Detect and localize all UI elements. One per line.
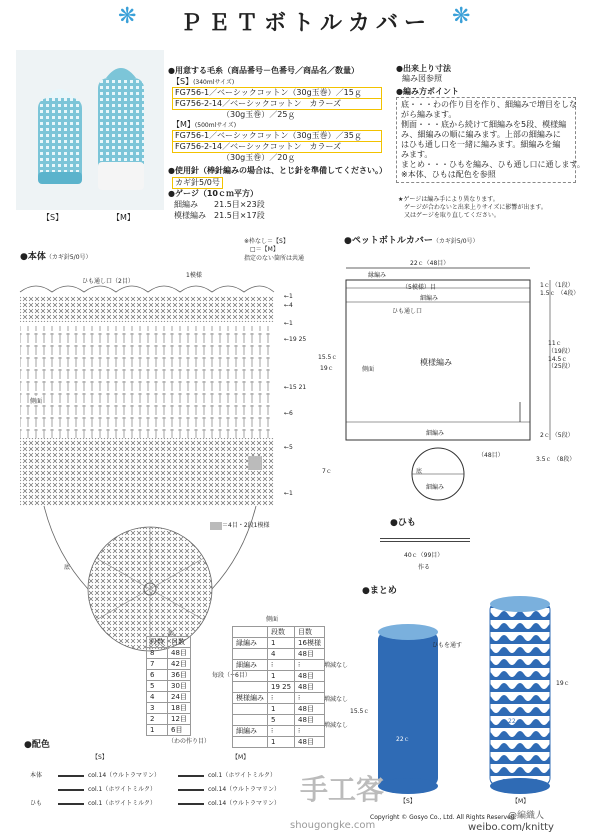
sc-bottom-label: 細編み: [426, 430, 445, 437]
flake-icon-left: ❋: [118, 4, 137, 29]
thread-label: ひもを通す: [432, 642, 463, 649]
size-text: 編み図参照: [402, 74, 442, 83]
watermark-logo: 手工客: [300, 773, 385, 806]
cord-diagram: [380, 538, 470, 542]
photo-label-s: 【S】: [42, 213, 64, 222]
yarn-m-line: FG756-1／ベーシックコットン（30g玉巻）／35ｇ: [172, 130, 382, 142]
point-line: 側面・・・底から続けて細編みを5段、模様編: [401, 120, 567, 129]
bottle-cover-photo: [16, 50, 164, 210]
yarn-m-line: （30g玉巻）／20ｇ: [222, 153, 296, 162]
matome-illustration: [372, 596, 572, 796]
size-title: ●出来上り寸法: [396, 64, 451, 73]
matome-right-dim: 19ｃ: [556, 680, 570, 687]
color-row: col.1（ホワイトミルク）: [58, 798, 156, 807]
gauge-notes: ★ゲージは編み手により異なります。 ゲージが合わないと出来上りサイズに影響が出ます。 又はゲージを取り直してください。: [398, 196, 547, 219]
matome-s-center: 22ｃ: [396, 736, 410, 743]
left-dim: 19ｃ: [320, 365, 334, 372]
color-row: col.14（ウルトラマリン）: [178, 784, 280, 793]
bottom-table-note: （わの作り目）: [168, 738, 211, 745]
right-dims-top: 1ｃ （1段） 1.5ｃ （4段）: [540, 282, 580, 297]
yarn-s-line: FG756-1／ベーシックコットン（30g玉巻）／15ｇ: [172, 87, 382, 99]
tab-label: （5模様）目: [402, 284, 436, 291]
right-dims-base: 3.5ｃ （8段）: [536, 456, 576, 463]
base-count: （48目）: [478, 452, 504, 459]
right-dims-mid: 11ｃ （19段） 14.5ｃ （25段）: [548, 340, 574, 371]
gauge-title: ●ゲージ（10ｃｍ平方）: [168, 189, 258, 198]
bottom-dim: 7ｃ: [322, 468, 332, 475]
gauge-line: 模様編み 21.5目×17段: [174, 211, 265, 220]
yarn-m-head: 【M】(500mlサイズ): [172, 120, 237, 129]
color-row: col.14（ウルトラマリン）: [58, 770, 160, 779]
pet-diagram: [340, 262, 590, 502]
row-mark: ←1: [284, 293, 293, 300]
yarn-s-line: （30g玉巻）／25ｇ: [222, 110, 296, 119]
colors-cord-label: ひも: [30, 800, 43, 807]
yarn-s-box: [172, 87, 382, 120]
matome-s-label: 【S】: [400, 798, 416, 805]
right-dims-low: 2ｃ （5段）: [540, 432, 574, 439]
cord-hole-label: ひも通し口（2目）: [82, 278, 134, 285]
yarn-m-box: [172, 130, 382, 163]
legend-note: ※枠なし＝【S】 □＝【M】 指定のない箇所は共通: [244, 238, 305, 262]
pattern-label: 模様編み: [420, 358, 452, 367]
edge-label: 縁編み: [368, 272, 387, 279]
page-title: ＰＥＴボトルカバー: [180, 11, 433, 36]
bottom-label: 底: [64, 564, 71, 571]
flake-icon-right: ❋: [452, 4, 471, 29]
row-mark: ←1: [284, 320, 293, 327]
base-label: 底: [416, 468, 423, 475]
row-mark: ←1: [284, 490, 293, 497]
side-note: 増減なし: [324, 662, 349, 669]
matome-m-center: 22ｃ: [508, 718, 522, 725]
row-mark: ←15 21: [284, 384, 307, 391]
bottom-table: 段数 目数 8 48目 7 42目 6 36目 5 30目 4 24目 3 18目 2 12目 1 6目: [146, 636, 191, 736]
side-note: 増減なし: [324, 696, 349, 703]
side-table: 段数 目数 縁編み 1 16模様 4 48目 細編み ⁝ ⁝ 1 48目 19 25 48目 模様編み ⁝ ⁝ 1 48目 5 48目 細編み ⁝ ⁝ 1 48目: [232, 626, 325, 748]
side-label-pet: 側面: [362, 366, 375, 373]
himo-length: 40ｃ（99目）: [404, 552, 444, 559]
left-dim: 15.5ｃ: [318, 354, 338, 361]
photo-label-m: 【M】: [112, 213, 135, 222]
yarn-title: ●用意する毛糸（商品番号－色番号／商品名／数量）: [168, 66, 359, 75]
points-title: ●編み方ポイント: [396, 87, 459, 96]
repeat-label: 1模様: [186, 272, 202, 279]
row-mark: ←19 25: [284, 336, 307, 343]
point-line: ※本体、ひもは配色を参照: [401, 170, 496, 179]
pet-chart-title: ●ペットボトルカバー（カギ針5/0号）: [344, 236, 479, 246]
cord-label: ひも通し口: [392, 308, 423, 315]
gauge-line: 細編み 21.5目×23段: [174, 200, 265, 209]
matome-m-label: 【M】: [512, 798, 530, 805]
colors-s-head: 【S】: [92, 754, 108, 761]
yarn-m-line: FG756-2-14／ベーシックコットン カラーズ: [172, 142, 382, 153]
matome-left-dim: 15.5ｃ: [350, 708, 370, 715]
needle-title: ●使用針（棒針編みの場合は、とじ針を準備してください。）: [168, 166, 387, 175]
product-photo: [16, 50, 164, 210]
colors-body-label: 本体: [30, 772, 43, 779]
row-mark: ←6: [284, 410, 293, 417]
body-chart-title: ●本体（カギ針5/0号）: [20, 252, 92, 262]
base-sc-label: 細編み: [426, 484, 445, 491]
side-table-title: 側面: [266, 616, 279, 623]
himo-make: 作る: [418, 564, 431, 571]
point-line: 底・・・わの作り目を作り、細編みで増目をしな: [401, 100, 577, 109]
color-row: col.14（ウルトラマリン）: [178, 798, 280, 807]
side-note: 増減なし: [324, 722, 349, 729]
side-label: 側面: [30, 398, 43, 405]
point-line: がら編みます。: [401, 110, 457, 119]
weibo-url: weibo.com/knitty: [468, 822, 554, 833]
width-label: 22ｃ（48目）: [410, 260, 450, 267]
shade-legend: ＝4目・2段1模様: [210, 520, 269, 530]
point-line: みます。: [401, 150, 433, 159]
stitch-chart: [16, 284, 282, 674]
yarn-s-head: 【S】(340mlサイズ): [172, 77, 235, 86]
colors-m-head: 【M】: [232, 754, 250, 761]
color-row: col.1（ホワイトミルク）: [178, 770, 276, 779]
himo-title: ●ひも: [390, 518, 416, 528]
watermark-site: shougongke.com: [290, 820, 376, 831]
points-box: [396, 97, 585, 183]
row-mark: ←4: [284, 302, 293, 309]
weibo-handle: @編織人: [508, 811, 545, 821]
point-line: まとめ・・・ひもを編み、ひも通し口に通します。: [401, 160, 585, 169]
needle-value: カギ針5/0号: [172, 177, 223, 189]
copyright: Copyright © Gosyo Co., Ltd. All Rights Reserved.: [370, 814, 517, 821]
bottom-side-note: 毎段（+6目）: [212, 672, 251, 679]
bottom-table-title: 底: [168, 630, 175, 637]
point-line: み、細編みの順に編みます。上部の細編みに: [401, 130, 561, 139]
sc-top-label: 細編み: [420, 295, 439, 302]
color-row: col.1（ホワイトミルク）: [58, 784, 156, 793]
colors-title: ●配色: [24, 740, 50, 750]
yarn-s-line: FG756-2-14／ベーシックコットン カラーズ: [172, 99, 382, 110]
matome-title: ●まとめ: [362, 586, 397, 596]
point-line: はひも通し口を一緒に編みます。細編みを編: [401, 140, 561, 149]
row-mark: ←5: [284, 444, 293, 451]
